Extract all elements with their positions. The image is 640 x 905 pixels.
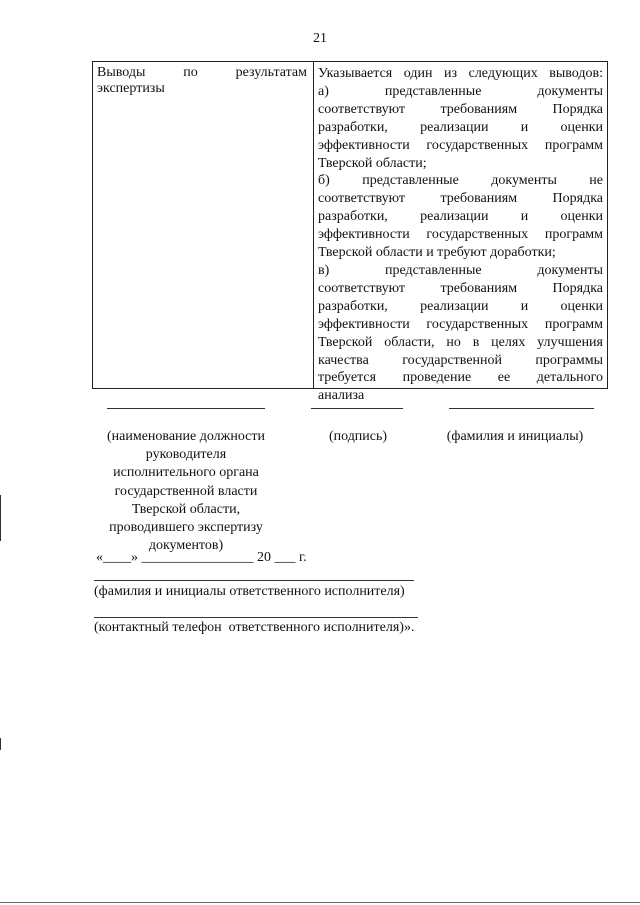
- table-cell-criterion: [97, 65, 307, 97]
- conclusion-text-line: разработки, реализации и оценки: [318, 119, 603, 135]
- name-signature-line: [449, 408, 594, 409]
- conclusion-text-line: Тверской области и требуют доработки;: [318, 245, 556, 261]
- conclusions-table: [92, 61, 608, 404]
- criterion-text-line: экспертизы: [97, 81, 165, 96]
- conclusion-text-line: а) представленные документы: [318, 83, 603, 99]
- criterion-text-line: Выводы по результатам: [97, 65, 307, 80]
- conclusion-text-line: б) представленные документы не: [318, 173, 603, 189]
- conclusion-text-line: в) представленные документы: [318, 262, 603, 278]
- signature-line: [311, 408, 403, 409]
- signature-caption: (подпись): [328, 429, 388, 444]
- position-caption: [86, 428, 286, 555]
- position-caption-line: Тверской области,: [131, 501, 241, 517]
- executor-name-caption: (фамилия и инициалы ответственного исполнителя): [94, 584, 405, 599]
- conclusion-text-line: эффективности государственных программ: [318, 227, 603, 243]
- position-caption-line: проводившего экспертизу: [109, 520, 263, 536]
- conclusion-text-line: соответствуют требованиям Порядка: [318, 101, 603, 117]
- conclusion-text-line: эффективности государственных программ: [318, 316, 603, 332]
- conclusion-text-line: качества государственной программы: [318, 352, 603, 368]
- conclusion-text-line: соответствуют требованиям Порядка: [318, 280, 603, 296]
- conclusion-text-line: эффективности государственных программ: [318, 137, 603, 153]
- position-caption-line: исполнительного органа: [113, 465, 259, 481]
- date-line: «____» ________________ 20 ___ г.: [96, 550, 307, 565]
- conclusion-text-line: разработки, реализации и оценки: [318, 209, 603, 225]
- position-caption-line: документов): [148, 538, 224, 554]
- position-caption-line: (наименование должности: [106, 429, 266, 444]
- page-number: 21: [313, 31, 327, 46]
- scan-edge-mark: [0, 738, 1, 750]
- conclusion-text-line: анализа: [318, 388, 365, 404]
- executor-phone-caption: (контактный телефон ответственного исполнителя)».: [94, 620, 415, 635]
- table-column-divider: [313, 62, 314, 388]
- name-caption: (фамилия и инициалы): [446, 429, 584, 444]
- conclusion-text-line: разработки, реализации и оценки: [318, 298, 603, 314]
- conclusion-text-line: Тверской области;: [318, 155, 427, 171]
- position-signature-line: [107, 408, 265, 409]
- conclusion-text-line: Тверской области, но в целях улучшения: [318, 334, 603, 350]
- scan-edge-mark: [0, 495, 1, 541]
- conclusion-text-line: соответствуют требованиям Порядка: [318, 191, 603, 207]
- conclusion-text-line: требуется проведение ее детального: [318, 370, 603, 386]
- table-cell-conclusion-options: [318, 65, 603, 405]
- executor-name-line: [94, 580, 414, 581]
- position-caption-line: руководителя: [145, 447, 227, 463]
- executor-phone-line: [94, 617, 418, 618]
- scan-bottom-edge: [0, 902, 640, 903]
- position-caption-line: государственной власти: [114, 483, 258, 499]
- conclusion-text-line: Указывается один из следующих выводов:: [318, 66, 603, 81]
